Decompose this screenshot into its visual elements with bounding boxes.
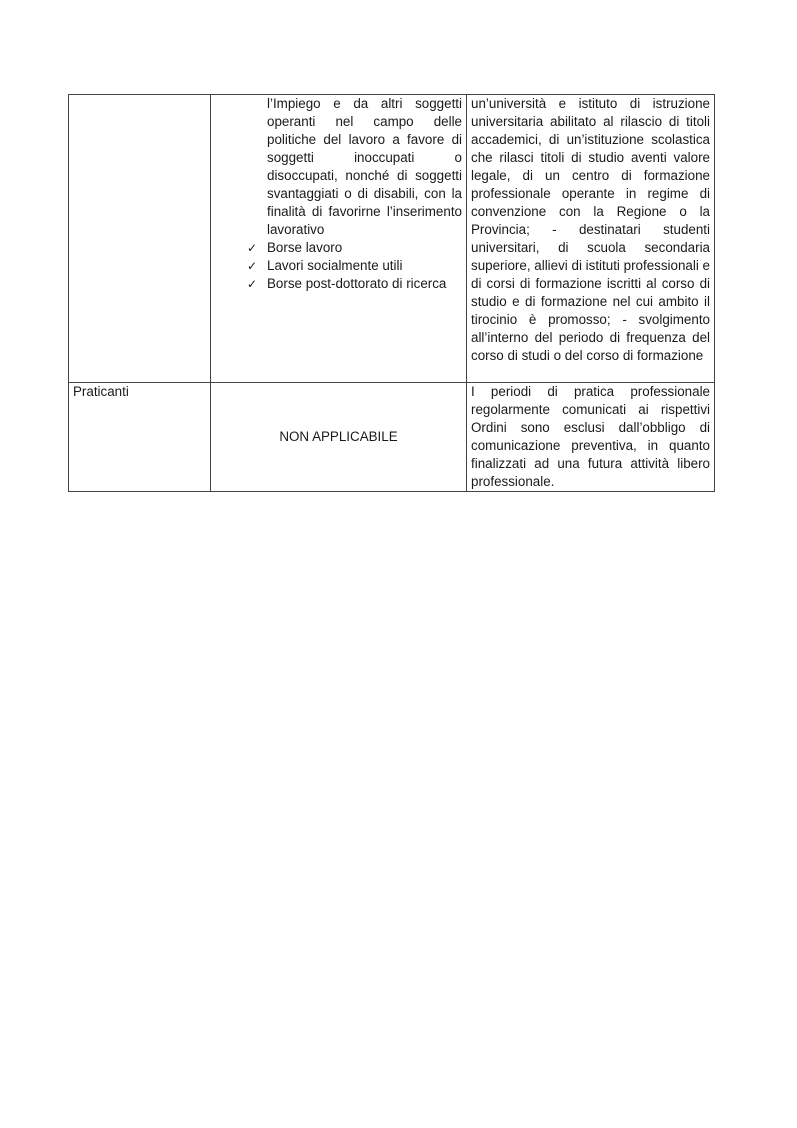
check-icon: ✓ [247,241,258,255]
cell-category-empty [69,95,211,383]
list-item [215,275,462,293]
description-text: l’Impiego e da altri soggetti operanti nel campo delle politiche del lavoro a favore di soggetti inoccupati o disoccupati, nonché di soggetti svantaggiati o di disabili, con la finalità di favorirne l’inserimento lavorativo [267,96,462,237]
table-row [69,383,715,492]
cell-description [211,95,467,383]
list-item [215,239,462,257]
cell-conditions: I periodi di pratica professionale regolarmente comunicati ai rispettivi Ordini sono esclusi dall’obbligo di comunicazione preventiva, in quanto finalizzati ad una futura attività libero professionale. [467,383,715,492]
list-item-label: Borse post-dottorato di ricerca [267,276,447,291]
check-icon: ✓ [247,259,258,273]
list-item-label: Borse lavoro [267,240,343,255]
cell-not-applicable: NON APPLICABILE [211,383,467,492]
list-item [215,257,462,275]
table-row [69,95,715,383]
cell-category: Praticanti [69,383,211,492]
list-item-label: Lavori socialmente utili [267,258,403,273]
document-table [68,94,715,492]
checklist [215,239,462,293]
cell-conditions: un’università e istituto di istruzione universitaria abilitato al rilascio di titoli accademici, di un’istituzione scolastica che rilasci titoli di studio aventi valore legale, di un centro di formazione professionale operante in regime di convenzione con la Regione o la Provincia; - destinatari studenti universitari, di scuola secondaria superiore, allievi di istituti professionali e di corsi di formazione iscritti al corso di studio e di formazione nel cui ambito il tirocinio è promosso; - svolgimento all’interno del periodo di frequenza del corso di studi o del corso di formazione [467,95,715,383]
check-icon: ✓ [247,277,258,291]
